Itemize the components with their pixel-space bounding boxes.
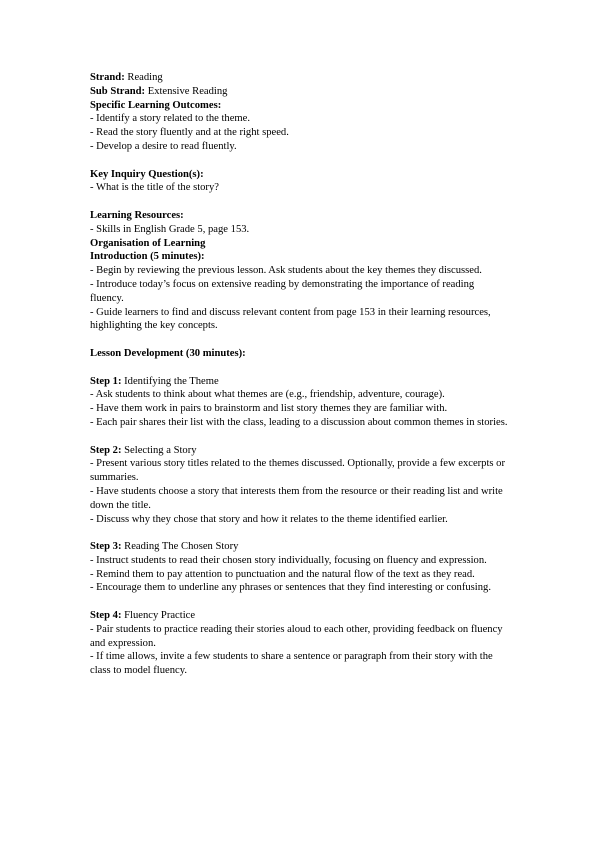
development-heading: Lesson Development (30 minutes):	[90, 347, 246, 359]
step-heading	[90, 540, 510, 554]
step-heading	[90, 609, 510, 623]
intro-item: - Guide learners to find and discuss relevant content from page 153 in their learning resources, highlighting the key concepts.	[90, 306, 491, 332]
strand-value: Reading	[127, 72, 163, 83]
resource-item: - Skills in English Grade 5, page 153.	[90, 223, 250, 235]
step-label: Step 2:	[90, 444, 122, 456]
introduction-heading: Introduction (5 minutes):	[90, 251, 205, 263]
outcome-item: - Identify a story related to the theme.	[90, 113, 251, 125]
sub-strand-line	[90, 85, 510, 99]
intro-item: - Introduce today’s focus on extensive reading by demonstrating the importance of reading fluency.	[90, 278, 475, 304]
step-item: - Remind them to pay attention to punctuation and the natural flow of the text as they read.	[90, 568, 475, 580]
inquiry-heading: Key Inquiry Question(s):	[90, 168, 204, 180]
step-item: - Each pair shares their list with the class, leading to a discussion about common themes in stories.	[90, 416, 508, 428]
step-label: Step 4:	[90, 610, 122, 622]
outcomes-heading: Specific Learning Outcomes:	[90, 99, 222, 111]
step-heading	[90, 375, 510, 389]
step-item: - Ask students to think about what themes are (e.g., friendship, adventure, courage).	[90, 389, 445, 401]
step-2	[90, 444, 510, 527]
step-3	[90, 540, 510, 595]
step-item: - If time allows, invite a few students to share a sentence or paragraph from their story with the class to model fluency.	[90, 651, 493, 677]
step-item: - Instruct students to read their chosen story individually, focusing on fluency and expression.	[90, 554, 487, 566]
inquiry-item: - What is the title of the story?	[90, 182, 219, 194]
outcome-item: - Develop a desire to read fluently.	[90, 140, 237, 152]
step-4	[90, 609, 510, 678]
step-label: Step 1:	[90, 375, 122, 387]
intro-item: - Begin by reviewing the previous lesson. Ask students about the key themes they discussed.	[90, 265, 482, 277]
step-item: - Discuss why they chose that story and how it relates to the theme identified earlier.	[90, 513, 448, 525]
step-title: Fluency Practice	[124, 610, 196, 622]
sub-strand-value: Extensive Reading	[147, 85, 228, 97]
step-title: Reading The Chosen Story	[124, 541, 239, 553]
step-heading	[90, 444, 510, 458]
step-item: - Have students choose a story that interests them from the resource or their reading list and write down the title.	[90, 485, 503, 511]
sub-strand-label: Sub Strand:	[90, 85, 146, 97]
strand-label: Strand:	[90, 72, 125, 83]
lesson-plan-document	[90, 71, 510, 678]
outcome-item: - Read the story fluently and at the right speed.	[90, 127, 289, 139]
step-1	[90, 375, 510, 430]
step-item: - Present various story titles related to the themes discussed. Optionally, provide a few excerpts or summaries.	[90, 458, 506, 484]
step-label: Step 3:	[90, 541, 122, 553]
step-title: Identifying the Theme	[124, 375, 219, 387]
step-item: - Pair students to practice reading their stories aloud to each other, providing feedback on fluency and expression.	[90, 623, 503, 649]
step-item: - Have them work in pairs to brainstorm and list story themes they are familiar with.	[90, 403, 448, 415]
step-title: Selecting a Story	[124, 444, 197, 456]
strand-line	[90, 71, 510, 85]
organisation-heading: Organisation of Learning	[90, 237, 206, 249]
step-item: - Encourage them to underline any phrases or sentences that they find interesting or confusing.	[90, 582, 491, 594]
resources-heading: Learning Resources:	[90, 209, 184, 221]
